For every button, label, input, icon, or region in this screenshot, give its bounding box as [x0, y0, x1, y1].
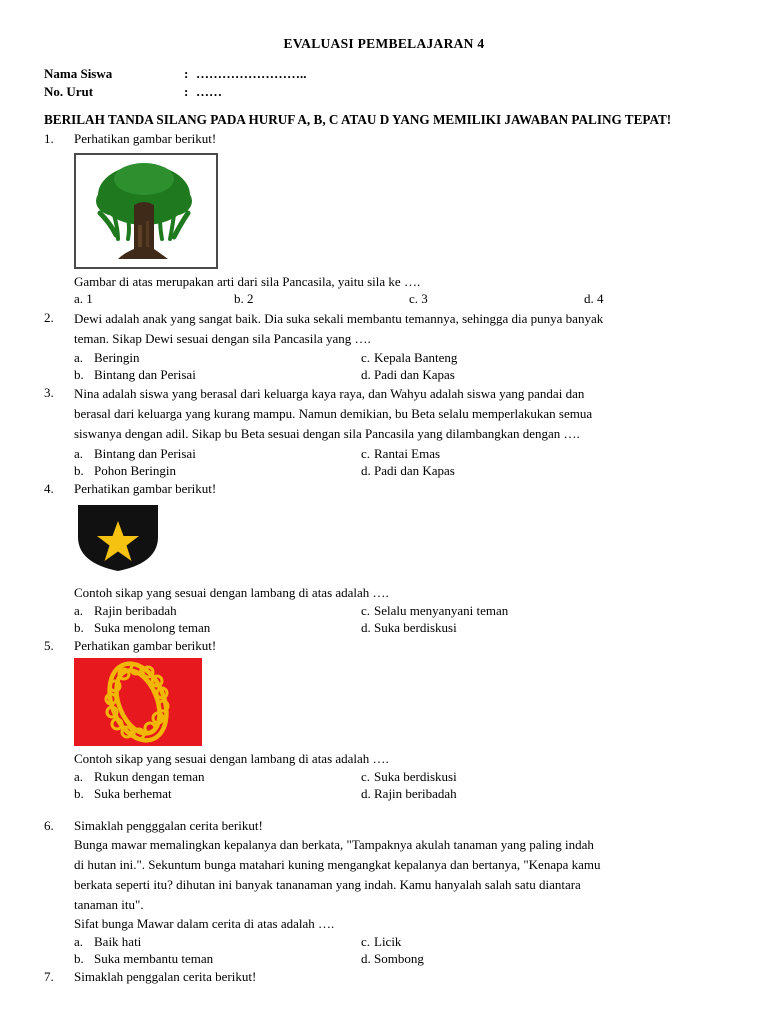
identity-value-number[interactable]: …… — [196, 84, 222, 99]
question-6-option-d-letter: d. — [361, 951, 371, 967]
question-5 — [44, 637, 724, 802]
question-5-caption: Contoh sikap yang sesuai dengan lambang di atas adalah …. — [74, 751, 389, 767]
question-5-option-d-text: Rajin beribadah — [374, 786, 457, 802]
question-3-option-b-text: Pohon Beringin — [94, 462, 176, 478]
question-3-options-row-1 — [74, 445, 724, 462]
question-5-option-d-letter: d. — [361, 786, 371, 802]
question-2-option-c[interactable] — [361, 349, 724, 366]
question-4-option-d-letter: d. — [361, 619, 371, 635]
identity-colon-name: : — [184, 66, 189, 81]
question-2-options-row-2 — [74, 366, 724, 383]
student-identity-table — [44, 66, 307, 102]
question-5-figure-wrap — [74, 658, 724, 746]
question-5-number: 5. — [44, 637, 54, 653]
question-5-option-a-letter: a. — [74, 768, 84, 784]
question-4-option-c-letter: c. — [361, 602, 371, 618]
question-2-option-d-letter: d. — [361, 367, 371, 382]
question-5-option-a-text: Rukun dengan teman — [94, 768, 205, 784]
question-5-option-c-letter: c. — [361, 768, 371, 784]
question-2 — [44, 309, 724, 384]
question-1-option-a[interactable]: a. 1 — [74, 290, 93, 306]
question-2-option-b[interactable] — [74, 366, 361, 383]
black-shield-gold-star-image — [74, 501, 162, 573]
question-4-stem: Perhatikan gambar berikut! — [74, 480, 217, 496]
question-4-options-row-1 — [74, 602, 724, 619]
question-5-options-row-2 — [74, 785, 724, 802]
question-1-figure-wrap — [74, 153, 724, 269]
question-5-option-b[interactable] — [74, 785, 361, 802]
question-6 — [44, 817, 724, 967]
question-3-option-b[interactable] — [74, 462, 361, 479]
question-2-option-b-text: Bintang dan Perisai — [94, 367, 196, 382]
question-1-caption: Gambar di atas merupakan arti dari sila Pancasila, yaitu sila ke …. — [74, 274, 421, 290]
tree-icon — [76, 155, 212, 263]
question-4-option-b-letter: b. — [74, 619, 84, 635]
question-2-options-row-1 — [74, 349, 724, 366]
question-3-stem-line-1: Nina adalah siswa yang berasal dari keluarga kaya raya, dan Wahyu adalah siswa yang pandai dan — [74, 386, 585, 402]
question-2-option-c-text: Kepala Banteng — [374, 349, 458, 365]
question-6-option-c-text: Licik — [374, 933, 402, 949]
question-5-option-d[interactable] — [361, 785, 724, 802]
question-6-stem-line-6: Sifat bunga Mawar dalam cerita di atas adalah …. — [74, 916, 335, 932]
question-6-options-row-1 — [74, 933, 724, 950]
question-5-stem: Perhatikan gambar berikut! — [74, 637, 217, 653]
question-4-options — [74, 602, 724, 636]
question-6-option-d[interactable] — [361, 950, 724, 967]
question-3-option-a-text: Bintang dan Perisai — [94, 445, 196, 461]
question-4 — [44, 480, 724, 636]
question-3-option-d[interactable] — [361, 462, 724, 479]
question-2-option-d[interactable] — [361, 366, 724, 383]
identity-row-name — [44, 66, 307, 84]
question-4-options-row-2 — [74, 619, 724, 636]
question-3-option-d-letter: d. — [361, 462, 371, 478]
question-2-stem-line-2: teman. Sikap Dewi sesuai dengan sila Pancasila yang …. — [74, 330, 371, 346]
question-4-option-b[interactable] — [74, 619, 361, 636]
question-2-number: 2. — [44, 309, 54, 325]
identity-label-number: No. Urut — [44, 84, 94, 99]
question-6-option-c[interactable] — [361, 933, 724, 950]
question-6-option-c-letter: c. — [361, 933, 371, 949]
section-spacer — [44, 802, 724, 816]
question-4-option-a[interactable] — [74, 602, 361, 619]
question-6-option-d-text: Sombong — [374, 951, 424, 967]
question-4-figure-wrap — [74, 501, 724, 578]
question-6-stem-line-1: Simaklah pengggalan cerita berikut! — [74, 818, 263, 834]
question-3-option-a-letter: a. — [74, 445, 84, 461]
question-3-options — [74, 445, 724, 479]
question-6-stem-line-2: Bunga mawar memalingkan kepalanya dan berkata, "Tampaknya akulah tanaman yang paling indah — [74, 836, 594, 852]
question-1 — [44, 130, 724, 308]
question-1-stem: Perhatikan gambar berikut! — [74, 130, 217, 146]
question-3-option-a[interactable] — [74, 445, 361, 462]
question-6-options-row-2 — [74, 950, 724, 967]
question-1-option-d[interactable]: d. 4 — [584, 290, 604, 306]
question-1-options — [74, 291, 724, 308]
chain-icon — [74, 658, 202, 746]
question-2-stem-line-1: Dewi adalah anak yang sangat baik. Dia suka sekali membantu temannya, sehingga dia punya banyak — [74, 310, 604, 326]
question-4-option-a-text: Rajin beribadah — [94, 602, 177, 618]
question-6-option-b[interactable] — [74, 950, 361, 967]
question-3-option-d-text: Padi dan Kapas — [374, 462, 455, 478]
question-3-option-c-text: Rantai Emas — [374, 445, 441, 461]
question-2-option-c-letter: c. — [361, 349, 371, 365]
question-1-option-b[interactable]: b. 2 — [234, 290, 254, 306]
question-4-option-d-text: Suka berdiskusi — [374, 619, 457, 635]
question-5-option-b-text: Suka berhemat — [94, 786, 172, 802]
question-3-option-c-letter: c. — [361, 445, 371, 461]
question-6-option-b-letter: b. — [74, 951, 84, 967]
question-7 — [44, 968, 724, 986]
question-2-option-a[interactable] — [74, 349, 361, 366]
question-3-option-b-letter: b. — [74, 462, 84, 478]
question-5-option-a[interactable] — [74, 768, 361, 785]
question-4-option-d[interactable] — [361, 619, 724, 636]
question-4-option-c-text: Selalu menyanyani teman — [374, 602, 509, 618]
question-5-option-b-letter: b. — [74, 786, 84, 802]
identity-colon-number: : — [184, 84, 189, 99]
question-4-option-c[interactable] — [361, 602, 724, 619]
question-1-option-c[interactable]: c. 3 — [409, 290, 428, 306]
question-4-caption: Contoh sikap yang sesuai dengan lambang di atas adalah …. — [74, 584, 389, 600]
question-3-stem-line-3: siswanya dengan adil. Sikap bu Beta sesuai dengan sila Pancasila yang dilambangkan dengan …. — [74, 426, 580, 442]
question-2-option-a-text: Beringin — [94, 349, 140, 365]
question-2-options — [74, 349, 724, 383]
question-6-stem-line-3: di hutan ini.". Sekuntum bunga matahari kuning mengangkat kepalanya dan bertanya, "Kenapa kamu — [74, 856, 601, 872]
question-6-stem-line-4: berkata seperti itu? dihutan ini banyak tananaman yang indah. Kamu hanyalah salah satu diantara — [74, 877, 581, 893]
identity-label-name: Nama Siswa — [44, 66, 113, 81]
question-2-option-d-text: Padi dan Kapas — [374, 367, 455, 382]
identity-value-name[interactable]: …………………….. — [196, 66, 307, 81]
question-6-stem-line-5: tanaman itu". — [74, 897, 144, 913]
question-5-option-c[interactable] — [361, 768, 724, 785]
page-title: EVALUASI PEMBELAJARAN 4 — [283, 36, 485, 51]
question-4-option-a-letter: a. — [74, 602, 84, 618]
identity-row-number — [44, 84, 307, 102]
question-6-number: 6. — [44, 818, 54, 834]
question-6-option-b-text: Suka membantu teman — [94, 951, 214, 967]
question-3-stem-line-2: berasal dari keluarga yang kurang mampu. Namun demikian, bu Beta selalu memperlakukan semua — [74, 406, 593, 422]
question-7-number: 7. — [44, 969, 54, 985]
question-7-stem: Simaklah penggalan cerita berikut! — [74, 969, 257, 985]
exam-instruction: BERILAH TANDA SILANG PADA HURUF A, B, C ATAU D YANG MEMILIKI JAWABAN PALING TEPAT! — [44, 112, 672, 127]
question-5-option-c-text: Suka berdiskusi — [374, 768, 457, 784]
question-6-options — [74, 933, 724, 967]
question-3 — [44, 384, 724, 479]
question-1-number: 1. — [44, 130, 54, 146]
question-2-option-a-letter: a. — [74, 349, 84, 365]
question-3-option-c[interactable] — [361, 445, 724, 462]
gold-chain-red-background-image — [74, 658, 202, 746]
question-5-options — [74, 768, 724, 802]
question-6-option-a-letter: a. — [74, 933, 84, 949]
question-2-option-b-letter: b. — [74, 367, 84, 382]
question-6-option-a-text: Baik hati — [94, 933, 142, 949]
beringin-tree-image — [74, 153, 218, 269]
question-3-options-row-2 — [74, 462, 724, 479]
question-5-options-row-1 — [74, 768, 724, 785]
question-4-option-b-text: Suka menolong teman — [94, 619, 211, 635]
question-3-number: 3. — [44, 385, 54, 401]
question-4-number: 4. — [44, 480, 54, 496]
question-6-option-a[interactable] — [74, 933, 361, 950]
